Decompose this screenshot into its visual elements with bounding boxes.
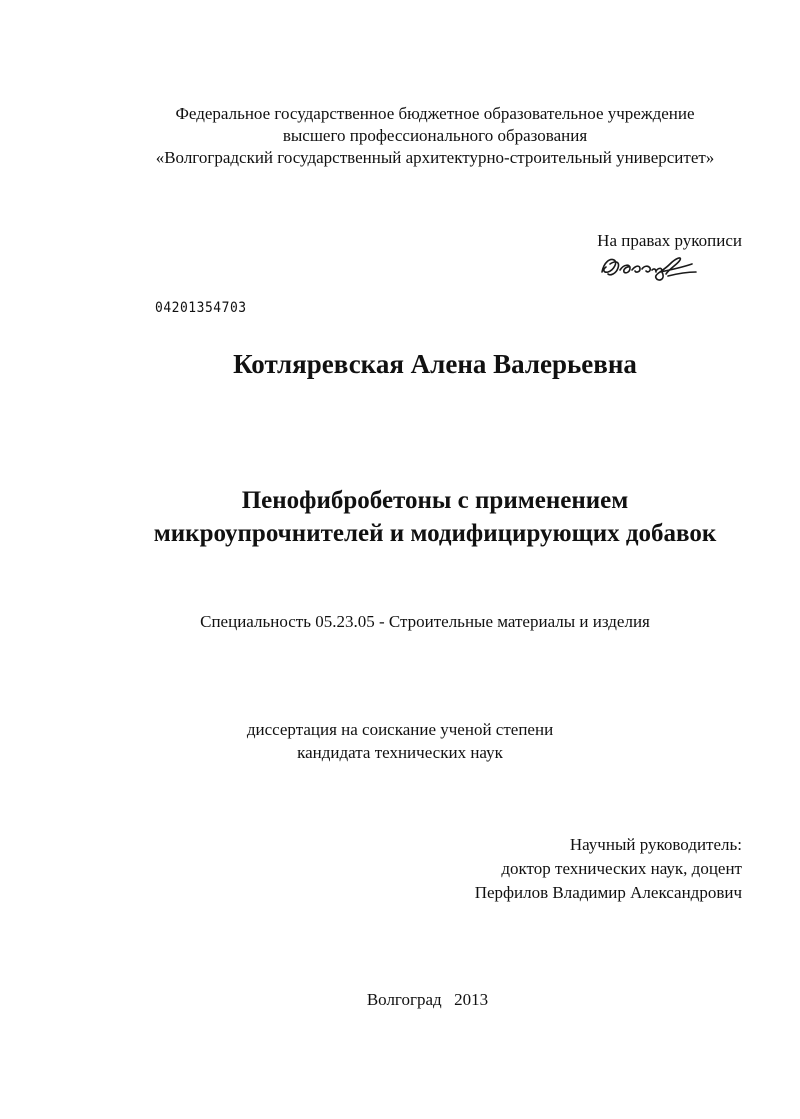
document-number: 04201354703	[155, 300, 247, 317]
supervisor-name: Перфилов Владимир Александрович	[474, 883, 742, 902]
title-line-2: микроупрочнителей и модифицирующих добавок	[153, 520, 717, 547]
scientific-supervisor	[400, 833, 742, 905]
institution-header	[120, 103, 750, 169]
institution-line-1: Федеральное государственное бюджетное образовательное учреждение	[175, 104, 695, 123]
title-line-1: Пенофибробетоны с применением	[241, 487, 629, 514]
supervisor-role: Научный руководитель:	[569, 835, 742, 854]
specialty: Специальность 05.23.05 - Строительные материалы и изделия	[200, 612, 650, 631]
manuscript-rights: На правах рукописи	[597, 231, 742, 250]
author-name: Котляревская Алена Валерьевна	[233, 349, 637, 379]
degree-line-2: кандидата технических наук	[297, 743, 503, 762]
degree-statement	[100, 718, 700, 764]
supervisor-credentials: доктор технических наук, доцент	[501, 859, 742, 878]
dissertation-title	[100, 484, 770, 550]
institution-line-2: высшего профессионального образования	[282, 126, 588, 145]
degree-line-1: диссертация на соискание ученой степени	[246, 720, 554, 739]
city-year: Волгоград 2013	[366, 990, 489, 1009]
handwritten-signature-icon	[596, 250, 700, 284]
institution-line-3: «Волгоградский государственный архитектурно-строительный университет»	[155, 148, 715, 167]
